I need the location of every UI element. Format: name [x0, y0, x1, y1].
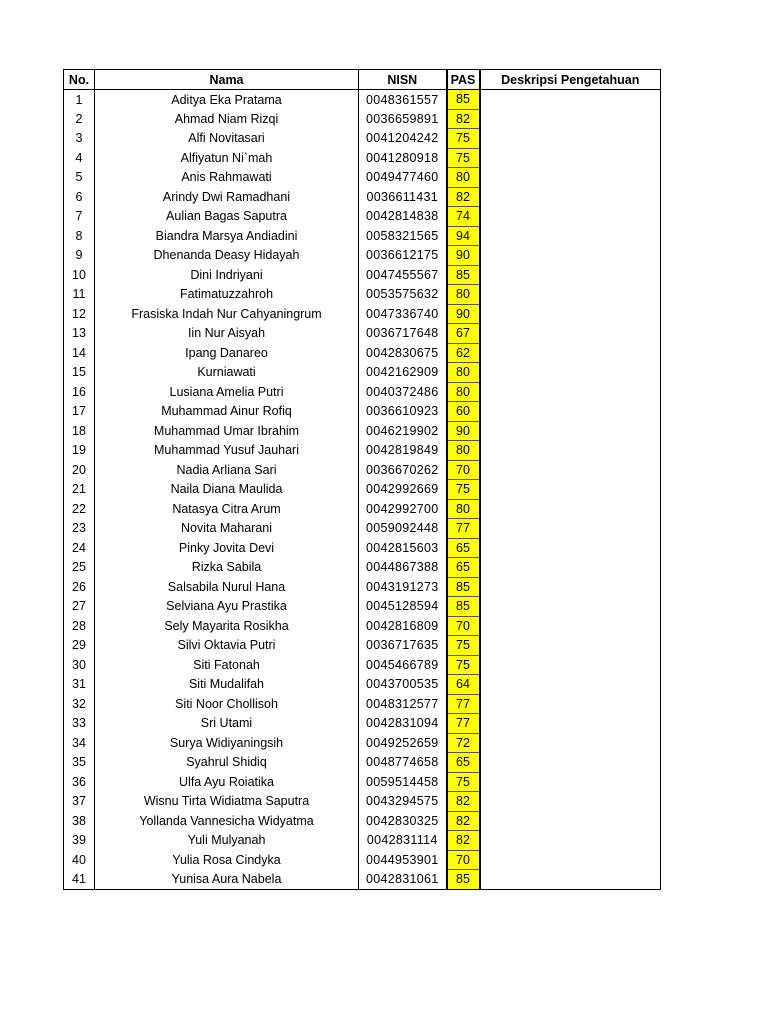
cell-nama[interactable]: Ipang Danareo	[95, 343, 359, 363]
header-row	[64, 70, 661, 90]
cell-nisn[interactable]: 0042831114	[359, 831, 447, 851]
cell-deskripsi[interactable]	[480, 226, 661, 246]
cell-no[interactable]: 6	[64, 187, 95, 207]
cell-deskripsi[interactable]	[480, 753, 661, 773]
cell-pas[interactable]: 60	[447, 402, 480, 422]
cell-pas[interactable]: 77	[447, 714, 480, 734]
cell-no[interactable]: 27	[64, 597, 95, 617]
cell-pas[interactable]: 85	[447, 597, 480, 617]
cell-deskripsi[interactable]	[480, 304, 661, 324]
cell-nama[interactable]: Muhammad Yusuf Jauhari	[95, 441, 359, 461]
cell-pas[interactable]: 65	[447, 558, 480, 578]
cell-deskripsi[interactable]	[480, 148, 661, 168]
cell-no[interactable]: 17	[64, 402, 95, 422]
cell-no[interactable]: 29	[64, 636, 95, 656]
cell-nisn[interactable]: 0043700535	[359, 675, 447, 695]
cell-deskripsi[interactable]	[480, 265, 661, 285]
cell-deskripsi[interactable]	[480, 538, 661, 558]
cell-pas[interactable]: 77	[447, 519, 480, 539]
cell-nama[interactable]: Muhammad Ainur Rofiq	[95, 402, 359, 422]
cell-nisn[interactable]: 0043191273	[359, 577, 447, 597]
cell-pas[interactable]: 80	[447, 168, 480, 188]
cell-nisn[interactable]: 0043294575	[359, 792, 447, 812]
grade-table	[63, 69, 661, 890]
cell-no[interactable]: 1	[64, 90, 95, 110]
table-row	[64, 304, 661, 324]
cell-no[interactable]: 28	[64, 616, 95, 636]
table-row	[64, 636, 661, 656]
cell-pas[interactable]: 65	[447, 538, 480, 558]
table-row	[64, 460, 661, 480]
cell-pas[interactable]: 85	[447, 90, 480, 110]
cell-nama[interactable]: Pinky Jovita Devi	[95, 538, 359, 558]
cell-deskripsi[interactable]	[480, 558, 661, 578]
table-row	[64, 870, 661, 890]
cell-no[interactable]: 36	[64, 772, 95, 792]
cell-pas[interactable]: 80	[447, 382, 480, 402]
table-row	[64, 382, 661, 402]
cell-deskripsi[interactable]	[480, 109, 661, 129]
cell-nama[interactable]: Yulia Rosa Cindyka	[95, 850, 359, 870]
cell-nisn[interactable]: 0046219902	[359, 421, 447, 441]
cell-no[interactable]: 2	[64, 109, 95, 129]
cell-deskripsi[interactable]	[480, 382, 661, 402]
table-row	[64, 148, 661, 168]
cell-pas[interactable]: 75	[447, 655, 480, 675]
cell-nama[interactable]: Aditya Eka Pratama	[95, 90, 359, 110]
cell-deskripsi[interactable]	[480, 616, 661, 636]
header-no[interactable]: No.	[64, 70, 95, 90]
cell-nama[interactable]: Wisnu Tirta Widiatma Saputra	[95, 792, 359, 812]
cell-no[interactable]: 35	[64, 753, 95, 773]
cell-no[interactable]: 20	[64, 460, 95, 480]
cell-nama[interactable]: Biandra Marsya Andiadini	[95, 226, 359, 246]
cell-pas[interactable]: 82	[447, 811, 480, 831]
cell-pas[interactable]: 70	[447, 616, 480, 636]
cell-nama[interactable]: Yollanda Vannesicha Widyatma	[95, 811, 359, 831]
cell-nisn[interactable]: 0047336740	[359, 304, 447, 324]
cell-nisn[interactable]: 0036670262	[359, 460, 447, 480]
cell-no[interactable]: 23	[64, 519, 95, 539]
cell-nama[interactable]: Salsabila Nurul Hana	[95, 577, 359, 597]
table-row	[64, 792, 661, 812]
table-row	[64, 519, 661, 539]
cell-no[interactable]: 8	[64, 226, 95, 246]
cell-nama[interactable]: Dini Indriyani	[95, 265, 359, 285]
cell-deskripsi[interactable]	[480, 324, 661, 344]
cell-nisn[interactable]: 0042830325	[359, 811, 447, 831]
table-row	[64, 811, 661, 831]
table-row	[64, 421, 661, 441]
cell-nama[interactable]: Sely Mayarita Rosikha	[95, 616, 359, 636]
cell-nisn[interactable]: 0042816809	[359, 616, 447, 636]
cell-deskripsi[interactable]	[480, 421, 661, 441]
cell-deskripsi[interactable]	[480, 714, 661, 734]
cell-nisn[interactable]: 0042815603	[359, 538, 447, 558]
cell-pas[interactable]: 67	[447, 324, 480, 344]
cell-no[interactable]: 7	[64, 207, 95, 227]
cell-nisn[interactable]: 0036717648	[359, 324, 447, 344]
cell-pas[interactable]: 70	[447, 850, 480, 870]
cell-nama[interactable]: Siti Mudalifah	[95, 675, 359, 695]
cell-deskripsi[interactable]	[480, 460, 661, 480]
cell-pas[interactable]: 82	[447, 792, 480, 812]
cell-nama[interactable]: Naila Diana Maulida	[95, 480, 359, 500]
cell-deskripsi[interactable]	[480, 694, 661, 714]
cell-no[interactable]: 25	[64, 558, 95, 578]
cell-nama[interactable]: Siti Fatonah	[95, 655, 359, 675]
cell-no[interactable]: 10	[64, 265, 95, 285]
cell-nama[interactable]: Natasya Citra Arum	[95, 499, 359, 519]
cell-nama[interactable]: Alfi Novitasari	[95, 129, 359, 149]
table-header	[64, 70, 661, 90]
cell-no[interactable]: 22	[64, 499, 95, 519]
cell-no[interactable]: 16	[64, 382, 95, 402]
cell-nama[interactable]: Silvi Oktavia Putri	[95, 636, 359, 656]
cell-nisn[interactable]: 0042992669	[359, 480, 447, 500]
cell-nisn[interactable]: 0042814838	[359, 207, 447, 227]
table-row	[64, 441, 661, 461]
cell-pas[interactable]: 85	[447, 870, 480, 890]
table-row	[64, 558, 661, 578]
cell-deskripsi[interactable]	[480, 499, 661, 519]
cell-deskripsi[interactable]	[480, 636, 661, 656]
cell-nisn[interactable]: 0042830675	[359, 343, 447, 363]
cell-nisn[interactable]: 0048312577	[359, 694, 447, 714]
cell-deskripsi[interactable]	[480, 870, 661, 890]
cell-nama[interactable]: Anis Rahmawati	[95, 168, 359, 188]
cell-deskripsi[interactable]	[480, 207, 661, 227]
cell-no[interactable]: 31	[64, 675, 95, 695]
header-pas[interactable]: PAS	[447, 70, 480, 90]
cell-nisn[interactable]: 0045128594	[359, 597, 447, 617]
cell-no[interactable]: 15	[64, 363, 95, 383]
table-row	[64, 499, 661, 519]
cell-nama[interactable]: Fatimatuzzahroh	[95, 285, 359, 305]
cell-no[interactable]: 14	[64, 343, 95, 363]
table-row	[64, 285, 661, 305]
cell-nisn[interactable]: 0048361557	[359, 90, 447, 110]
cell-deskripsi[interactable]	[480, 772, 661, 792]
cell-nisn[interactable]: 0049252659	[359, 733, 447, 753]
table-row	[64, 246, 661, 266]
cell-nisn[interactable]: 0042162909	[359, 363, 447, 383]
cell-deskripsi[interactable]	[480, 168, 661, 188]
cell-deskripsi[interactable]	[480, 831, 661, 851]
cell-pas[interactable]: 72	[447, 733, 480, 753]
table-row	[64, 655, 661, 675]
cell-pas[interactable]: 90	[447, 246, 480, 266]
cell-nama[interactable]: Iin Nur Aisyah	[95, 324, 359, 344]
cell-nisn[interactable]: 0053575632	[359, 285, 447, 305]
cell-pas[interactable]: 74	[447, 207, 480, 227]
header-nisn[interactable]: NISN	[359, 70, 447, 90]
cell-deskripsi[interactable]	[480, 480, 661, 500]
cell-nama[interactable]: Surya Widiyaningsih	[95, 733, 359, 753]
cell-pas[interactable]: 75	[447, 636, 480, 656]
cell-nisn[interactable]: 0036717635	[359, 636, 447, 656]
cell-nisn[interactable]: 0045466789	[359, 655, 447, 675]
table-row	[64, 109, 661, 129]
cell-nama[interactable]: Novita Maharani	[95, 519, 359, 539]
cell-nama[interactable]: Sri Utami	[95, 714, 359, 734]
cell-nisn[interactable]: 0049477460	[359, 168, 447, 188]
cell-nisn[interactable]: 0047455567	[359, 265, 447, 285]
cell-no[interactable]: 40	[64, 850, 95, 870]
cell-no[interactable]: 11	[64, 285, 95, 305]
cell-nisn[interactable]: 0036659891	[359, 109, 447, 129]
cell-pas[interactable]: 75	[447, 148, 480, 168]
table-row	[64, 129, 661, 149]
cell-nisn[interactable]: 0042831061	[359, 870, 447, 890]
header-nama[interactable]: Nama	[95, 70, 359, 90]
cell-deskripsi[interactable]	[480, 343, 661, 363]
cell-no[interactable]: 21	[64, 480, 95, 500]
cell-nisn[interactable]: 0036612175	[359, 246, 447, 266]
cell-no[interactable]: 38	[64, 811, 95, 831]
table-row	[64, 831, 661, 851]
cell-pas[interactable]: 90	[447, 421, 480, 441]
cell-pas[interactable]: 75	[447, 480, 480, 500]
cell-no[interactable]: 32	[64, 694, 95, 714]
cell-nisn[interactable]: 0041280918	[359, 148, 447, 168]
table-row	[64, 226, 661, 246]
table-row	[64, 850, 661, 870]
cell-nama[interactable]: Nadia Arliana Sari	[95, 460, 359, 480]
table-row	[64, 343, 661, 363]
table-row	[64, 538, 661, 558]
cell-deskripsi[interactable]	[480, 187, 661, 207]
cell-nama[interactable]: Frasiska Indah Nur Cahyaningrum	[95, 304, 359, 324]
cell-no[interactable]: 24	[64, 538, 95, 558]
cell-no[interactable]: 37	[64, 792, 95, 812]
cell-deskripsi[interactable]	[480, 363, 661, 383]
table-row	[64, 733, 661, 753]
cell-pas[interactable]: 62	[447, 343, 480, 363]
cell-nisn[interactable]: 0040372486	[359, 382, 447, 402]
cell-deskripsi[interactable]	[480, 577, 661, 597]
cell-no[interactable]: 5	[64, 168, 95, 188]
table-row	[64, 577, 661, 597]
cell-pas[interactable]: 80	[447, 441, 480, 461]
cell-pas[interactable]: 75	[447, 129, 480, 149]
cell-deskripsi[interactable]	[480, 597, 661, 617]
table-row	[64, 714, 661, 734]
cell-pas[interactable]: 75	[447, 772, 480, 792]
cell-pas[interactable]: 82	[447, 109, 480, 129]
cell-no[interactable]: 19	[64, 441, 95, 461]
table-body	[64, 90, 661, 890]
cell-deskripsi[interactable]	[480, 519, 661, 539]
table-row	[64, 616, 661, 636]
cell-nama[interactable]: Kurniawati	[95, 363, 359, 383]
cell-nama[interactable]: Selviana Ayu Prastika	[95, 597, 359, 617]
cell-nisn[interactable]: 0044867388	[359, 558, 447, 578]
cell-no[interactable]: 13	[64, 324, 95, 344]
table-row	[64, 772, 661, 792]
cell-nama[interactable]: Syahrul Shidiq	[95, 753, 359, 773]
cell-nama[interactable]: Lusiana Amelia Putri	[95, 382, 359, 402]
cell-nisn[interactable]: 0042819849	[359, 441, 447, 461]
cell-nama[interactable]: Ahmad Niam Rizqi	[95, 109, 359, 129]
table-row	[64, 402, 661, 422]
cell-nisn[interactable]: 0044953901	[359, 850, 447, 870]
cell-no[interactable]: 26	[64, 577, 95, 597]
table-row	[64, 363, 661, 383]
cell-pas[interactable]: 82	[447, 187, 480, 207]
cell-pas[interactable]: 80	[447, 499, 480, 519]
header-deskripsi[interactable]: Deskripsi Pengetahuan	[480, 70, 661, 90]
cell-nisn[interactable]: 0036610923	[359, 402, 447, 422]
cell-deskripsi[interactable]	[480, 733, 661, 753]
cell-no[interactable]: 33	[64, 714, 95, 734]
table-row	[64, 480, 661, 500]
table-row	[64, 324, 661, 344]
cell-deskripsi[interactable]	[480, 811, 661, 831]
cell-nisn[interactable]: 0041204242	[359, 129, 447, 149]
cell-deskripsi[interactable]	[480, 90, 661, 110]
table-row	[64, 187, 661, 207]
cell-pas[interactable]: 94	[447, 226, 480, 246]
cell-no[interactable]: 34	[64, 733, 95, 753]
table-row	[64, 675, 661, 695]
cell-pas[interactable]: 80	[447, 285, 480, 305]
cell-nisn[interactable]: 0048774658	[359, 753, 447, 773]
cell-deskripsi[interactable]	[480, 402, 661, 422]
cell-no[interactable]: 18	[64, 421, 95, 441]
table-row	[64, 168, 661, 188]
cell-deskripsi[interactable]	[480, 792, 661, 812]
cell-pas[interactable]: 85	[447, 265, 480, 285]
cell-nama[interactable]: Arindy Dwi Ramadhani	[95, 187, 359, 207]
cell-nama[interactable]: Aulian Bagas Saputra	[95, 207, 359, 227]
table-row	[64, 90, 661, 110]
cell-nama[interactable]: Yuli Mulyanah	[95, 831, 359, 851]
cell-no[interactable]: 3	[64, 129, 95, 149]
cell-nisn[interactable]: 0042831094	[359, 714, 447, 734]
cell-no[interactable]: 41	[64, 870, 95, 890]
cell-pas[interactable]: 64	[447, 675, 480, 695]
cell-nama[interactable]: Alfiyatun Ni`mah	[95, 148, 359, 168]
cell-pas[interactable]: 70	[447, 460, 480, 480]
cell-pas[interactable]: 85	[447, 577, 480, 597]
cell-nama[interactable]: Dhenanda Deasy Hidayah	[95, 246, 359, 266]
cell-nama[interactable]: Muhammad Umar Ibrahim	[95, 421, 359, 441]
cell-pas[interactable]: 82	[447, 831, 480, 851]
cell-no[interactable]: 30	[64, 655, 95, 675]
cell-nama[interactable]: Rizka Sabila	[95, 558, 359, 578]
cell-deskripsi[interactable]	[480, 850, 661, 870]
cell-deskripsi[interactable]	[480, 655, 661, 675]
cell-deskripsi[interactable]	[480, 246, 661, 266]
cell-nisn[interactable]: 0042992700	[359, 499, 447, 519]
cell-pas[interactable]: 77	[447, 694, 480, 714]
cell-nama[interactable]: Yunisa Aura Nabela	[95, 870, 359, 890]
cell-nisn[interactable]: 0036611431	[359, 187, 447, 207]
cell-nama[interactable]: Siti Noor Chollisoh	[95, 694, 359, 714]
table-row	[64, 265, 661, 285]
cell-deskripsi[interactable]	[480, 441, 661, 461]
cell-nisn[interactable]: 0059092448	[359, 519, 447, 539]
cell-no[interactable]: 4	[64, 148, 95, 168]
table-row	[64, 207, 661, 227]
cell-no[interactable]: 9	[64, 246, 95, 266]
table-row	[64, 597, 661, 617]
table-row	[64, 694, 661, 714]
cell-no[interactable]: 39	[64, 831, 95, 851]
cell-nisn[interactable]: 0059514458	[359, 772, 447, 792]
cell-nisn[interactable]: 0058321565	[359, 226, 447, 246]
cell-pas[interactable]: 90	[447, 304, 480, 324]
cell-deskripsi[interactable]	[480, 675, 661, 695]
table-row	[64, 753, 661, 773]
cell-pas[interactable]: 65	[447, 753, 480, 773]
cell-deskripsi[interactable]	[480, 129, 661, 149]
cell-nama[interactable]: Ulfa Ayu Roiatika	[95, 772, 359, 792]
cell-deskripsi[interactable]	[480, 285, 661, 305]
cell-pas[interactable]: 80	[447, 363, 480, 383]
cell-no[interactable]: 12	[64, 304, 95, 324]
